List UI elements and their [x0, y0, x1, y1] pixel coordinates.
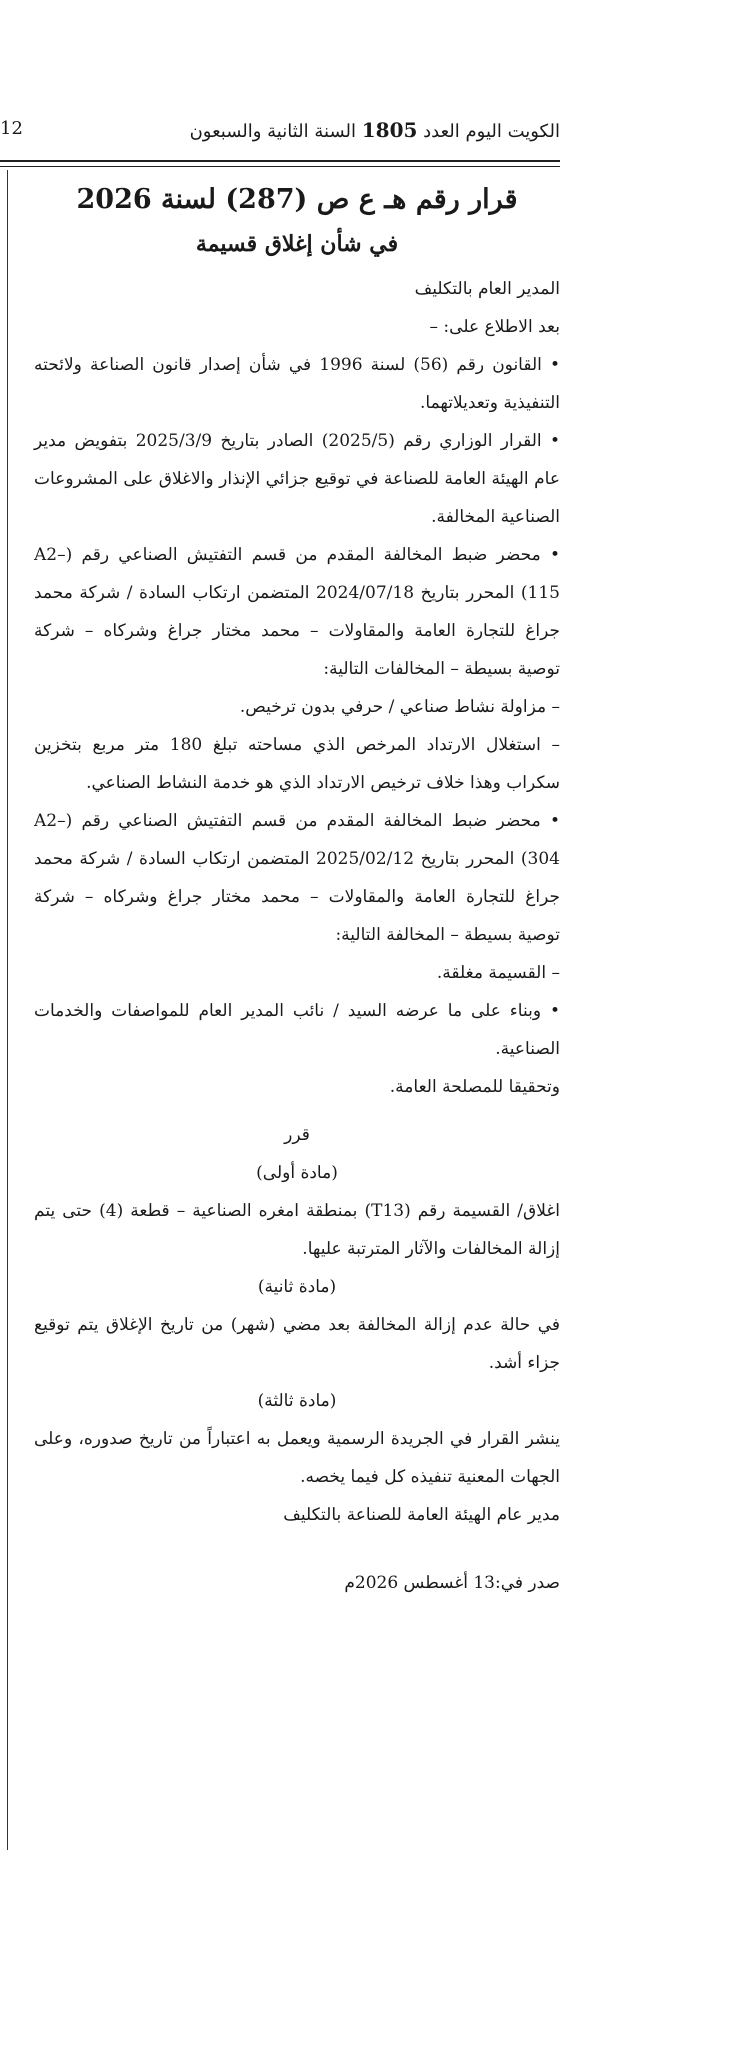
issue-date: صدر في:13 أغسطس 2026م	[344, 1573, 560, 1593]
violation-item: – مزاولة نشاط صناعي / حرفي بدون ترخيص.	[239, 697, 560, 717]
article-heading-2: (مادة ثانية)	[257, 1277, 337, 1297]
decided-heading: قرر	[284, 1125, 310, 1145]
column-divider	[7, 170, 8, 1850]
recital-violation-report-1: • محضر ضبط المخالفة المقدم من قسم التفتيش الصناعي رقم (A2–115) المحرر بتاريخ 2024/07/18 المتضمن ارتكاب السادة / شركة محمد جراغ للتجارة العامة والمقاولات – محمد مختار جراغ وشركاه – شركة توصية بسيطة – المخالفات التالية:	[34, 545, 560, 679]
newspaper-name: الكويت اليوم العدد	[423, 121, 560, 142]
page-header	[0, 118, 560, 148]
year-text: السنة الثانية والسبعون	[189, 121, 356, 142]
violation-item: – القسيمة مغلقة.	[436, 963, 560, 983]
article-text-1: اغلاق/ القسيمة رقم (T13) بمنطقة امغره الصناعية – قطعة (4) حتى يتم إزالة المخالفات والآثار المترتبة عليها.	[34, 1201, 560, 1259]
public-interest: وتحقيقا للمصلحة العامة.	[389, 1077, 560, 1097]
decision-body	[34, 176, 560, 1602]
after-review: بعد الاطلاع على: –	[429, 317, 560, 337]
running-header	[190, 118, 560, 142]
article-text-3: ينشر القرار في الجريدة الرسمية ويعمل به اعتباراً من تاريخ صدوره، وعلى الجهات المعنية تنفيذه كل فيما يخصه.	[34, 1429, 560, 1487]
recital-ministerial-decision: • القرار الوزاري رقم (2025/5) الصادر بتاريخ 2025/3/9 بتفويض مدير عام الهيئة العامة للصناعة في توقيع جزائي الإنذار والاغلاق على المشروعات الصناعية المخالفة.	[34, 431, 561, 527]
issuer: المدير العام بالتكليف	[414, 279, 560, 299]
decision-title: قرار رقم هـ ع ص (287) لسنة 2026	[76, 184, 518, 215]
header-rule-thin	[0, 166, 560, 167]
violation-item: – استغلال الارتداد المرخص الذي مساحته تبلغ 180 متر مربع بتخزين سكراب وهذا خلاف ترخيص الارتداد الذي هو خدمة النشاط الصناعي.	[34, 735, 560, 793]
article-text-2: في حالة عدم إزالة المخالفة بعد مضي (شهر) من تاريخ الإغلاق يتم توقيع جزاء أشد.	[34, 1315, 560, 1373]
recital-violation-report-2: • محضر ضبط المخالفة المقدم من قسم التفتيش الصناعي رقم (A2–304) المحرر بتاريخ 2025/02/12 المتضمن ارتكاب السادة / شركة محمد جراغ للتجارة العامة والمقاولات – محمد مختار جراغ وشركاه – شركة توصية بسيطة – المخالفة التالية:	[34, 811, 560, 945]
recital-deputy-presentation: • وبناء على ما عرضه السيد / نائب المدير العام للمواصفات والخدمات الصناعية.	[34, 1001, 560, 1059]
issue-number: 1805	[361, 118, 418, 142]
header-rule-thick	[0, 160, 560, 162]
recital-law: • القانون رقم (56) لسنة 1996 في شأن إصدار قانون الصناعة ولائحته التنفيذية وتعديلاتهما.	[34, 355, 561, 413]
article-heading-3: (مادة ثالثة)	[257, 1391, 337, 1411]
decision-subtitle: في شأن إغلاق قسيمة	[195, 231, 399, 257]
article-heading-1: (مادة أولى)	[256, 1163, 338, 1183]
signatory: مدير عام الهيئة العامة للصناعة بالتكليف	[283, 1505, 560, 1525]
page-number: 12	[0, 118, 23, 139]
